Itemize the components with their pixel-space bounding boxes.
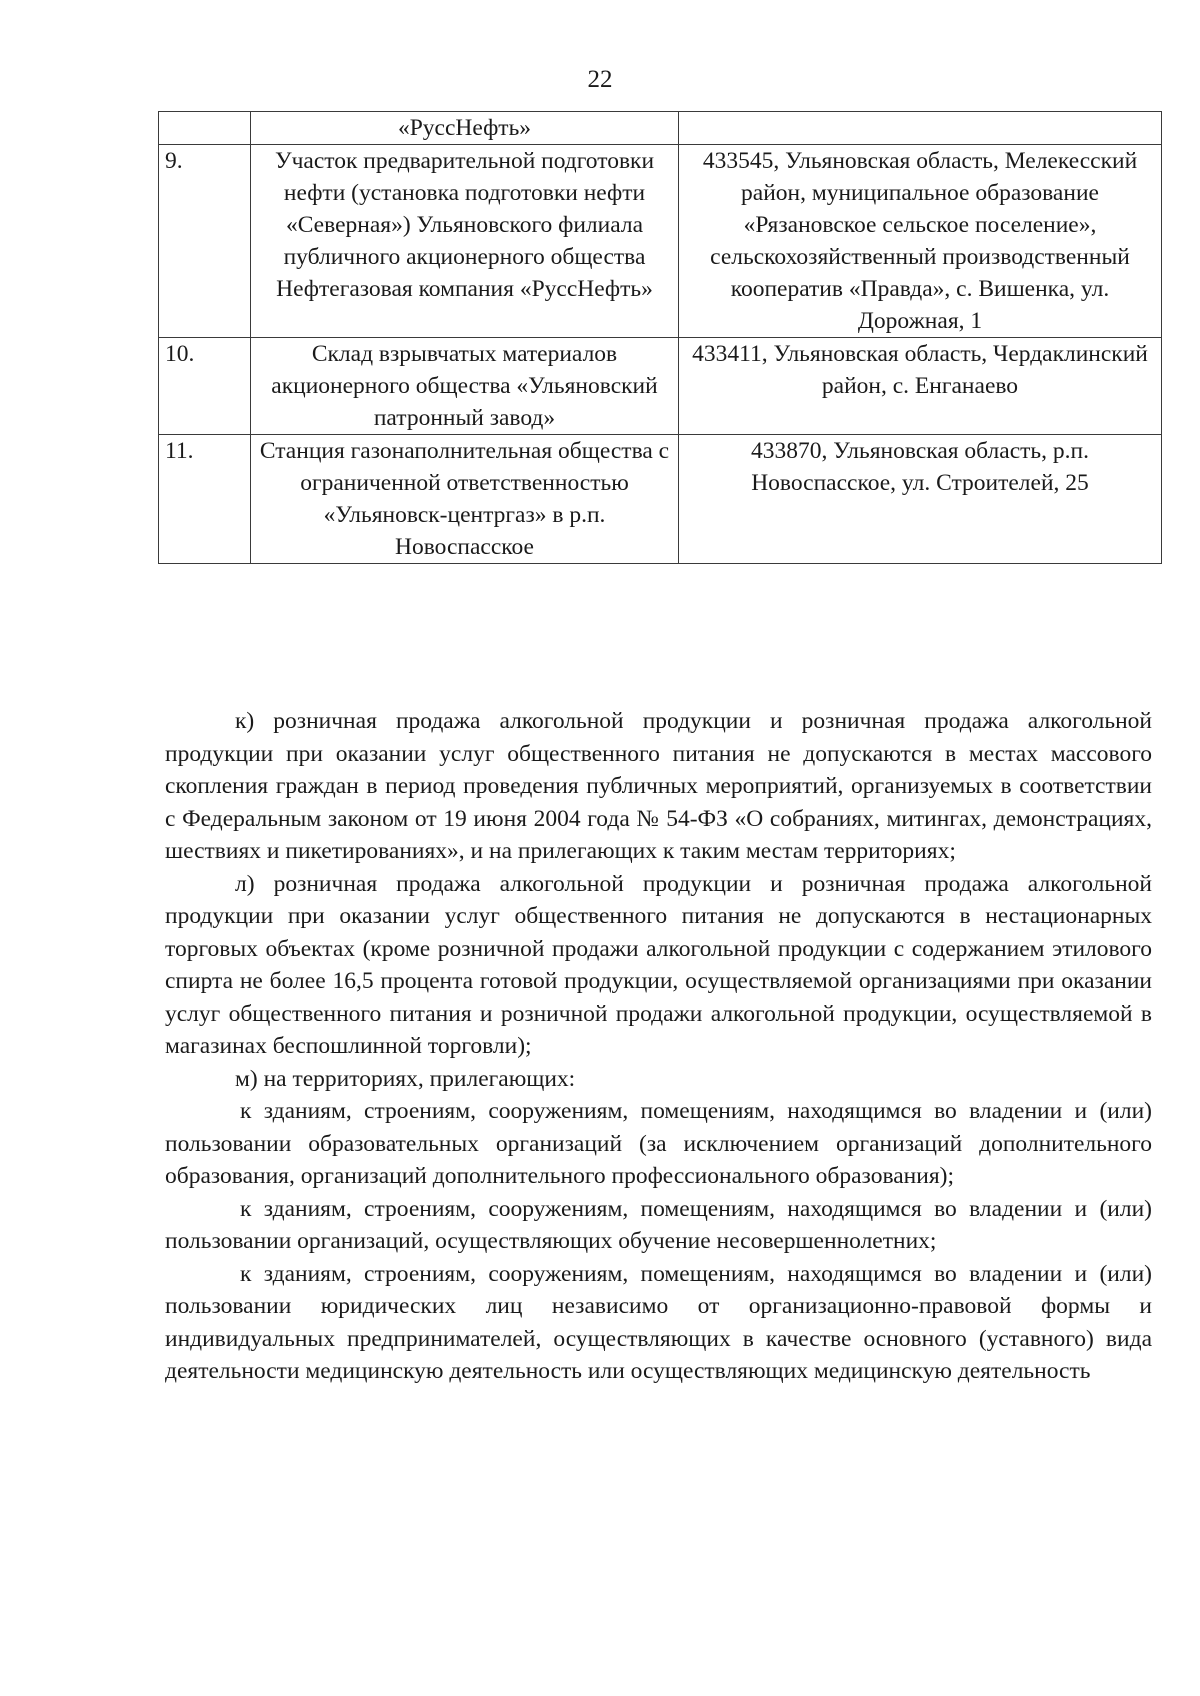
table-row xyxy=(159,145,1162,338)
object-address: 433411, Ульяновская область, Чердаклинский район, с. Енганаево xyxy=(679,338,1162,435)
object-name: Станция газонаполнительная общества с ограниченной ответственностью «Ульяновск-центргаз» в р.п. Новоспасское xyxy=(251,435,679,564)
paragraph-k: к) розничная продажа алкогольной продукции и розничная продажа алкогольной продукции при оказании услуг общественного питания не допускаются в местах массового скопления граждан в период проведения публичных мероприятий, организуемых в соответствии с Федеральным законом от 19 июня 2004 года № 54-ФЗ «О собраниях, митингах, демонстрациях, шествиях и пикетированиях», и на прилегающих к таким местам территориях; xyxy=(165,708,1152,864)
table-row xyxy=(159,112,1162,145)
row-number: 9. xyxy=(159,145,251,338)
paragraph-m: м) на территориях, прилегающих: xyxy=(235,1065,576,1092)
object-name: Склад взрывчатых материалов акционерного общества «Ульяновский патронный завод» xyxy=(251,338,679,435)
paragraph-m-item-1: к зданиям, строениям, сооружениям, помещениям, находящимся во владении и (или) пользовании образовательных организаций (за исключением организаций дополнительного образования, организаций дополнительного профессионального образования); xyxy=(165,1098,1152,1189)
paragraph-m-item-2: к зданиям, строениям, сооружениям, помещениям, находящимся во владении и (или) пользовании организаций, осуществляющих обучение несовершеннолетних; xyxy=(165,1195,1152,1254)
row-number: 10. xyxy=(159,338,251,435)
row-number: 11. xyxy=(159,435,251,564)
object-address: 433545, Ульяновская область, Мелекесский район, муниципальное образование «Рязановское сельское поселение», сельскохозяйственный производственный кооператив «Правда», с. Вишенка, ул. Дорожная, 1 xyxy=(679,145,1162,338)
row-number xyxy=(159,112,251,145)
paragraph-m-item-3: к зданиям, строениям, сооружениям, помещениям, находящимся во владении и (или) пользовании юридических лиц независимо от организационно-правовой формы и индивидуальных предпринимателей, осуществляющих в качестве основного (уставного) вида деятельности медицинскую деятельность или осуществляющих медицинскую деятельность xyxy=(165,1260,1152,1384)
object-address: 433870, Ульяновская область, р.п. Новоспасское, ул. Строителей, 25 xyxy=(679,435,1162,564)
object-name: Участок предварительной подготовки нефти (установка подготовки нефти «Северная») Ульяновского филиала публичного акционерного общества Нефтегазовая компания «РуссНефть» xyxy=(251,145,679,338)
objects-table xyxy=(158,111,1162,564)
object-address xyxy=(679,112,1162,145)
paragraph-l: л) розничная продажа алкогольной продукции и розничная продажа алкогольной продукции при оказании услуг общественного питания не допускаются в нестационарных торговых объектах (кроме розничной продажи алкогольной продукции с содержанием этилового спирта не более 16,5 процента готовой продукции, осуществляемой организациями при оказании услуг общественного питания и розничной продажи алкогольной продукции, осуществляемой в магазинах беспошлинной торговли); xyxy=(165,870,1152,1059)
table-row xyxy=(159,435,1162,564)
table-row xyxy=(159,338,1162,435)
object-name: «РуссНефть» xyxy=(251,112,679,145)
body-text xyxy=(165,705,1152,1388)
page-number: 22 xyxy=(587,66,613,93)
